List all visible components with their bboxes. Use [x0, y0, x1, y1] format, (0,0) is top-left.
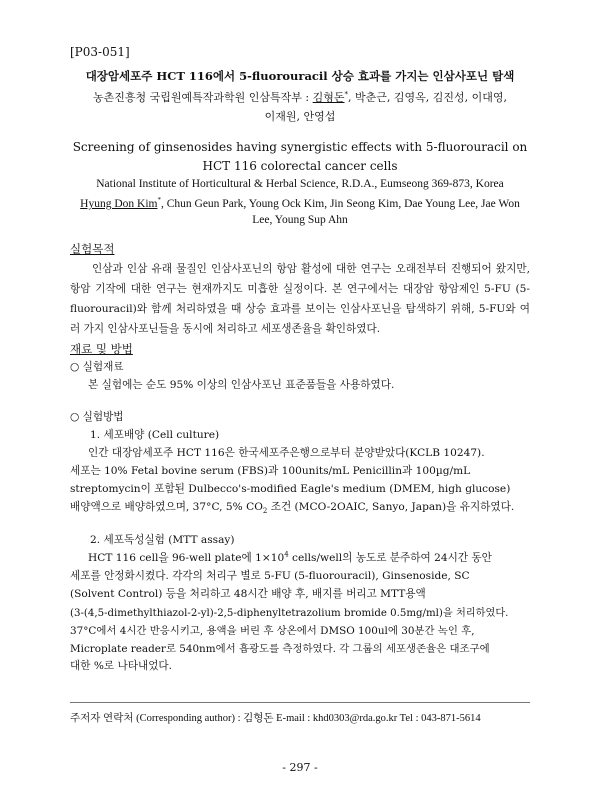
authors-english-line1 — [60, 196, 540, 210]
authors-korean-line1 — [60, 89, 540, 105]
authors-english-line2: Lee, Young Sup Ahn — [252, 214, 348, 226]
objective-heading: 실험목적 — [70, 242, 115, 256]
mtt-line1 — [88, 550, 492, 565]
coauthors-english: , Chun Geun Park, Young Ock Kim, Jin Seong Kim, Dae Young Lee, Jae Won — [160, 197, 520, 210]
corresponding-author-english: Hyung Don Kim — [80, 197, 158, 210]
cell-culture-line2: 세포는 10% Fetal bovine serum (FBS)과 100units/mL Penicillin과 100µg/mL — [70, 465, 471, 477]
methods-heading: 재료 및 방법 — [70, 342, 133, 356]
mtt-line5: 37°C에서 4시간 반응시키고, 용액을 버린 후 상온에서 DMSO 100ul에 30분간 녹인 후, — [70, 625, 475, 637]
cell-culture-line4 — [70, 499, 514, 515]
title-english-line2: HCT 116 colorectal cancer cells — [202, 159, 398, 173]
mtt-line3: (Solvent Control) 등을 처리하고 48시간 배양 후, 배지를 버리고 MTT용액 — [70, 588, 426, 600]
mtt-superscript: 4 — [284, 550, 289, 559]
authors-korean-line2: 이재원, 안영섭 — [264, 110, 336, 123]
mtt-line6: Microplate reader로 540nm에서 흡광도를 측정하였다. 각 그룹의 세포생존율은 대조구에 — [70, 643, 490, 655]
co2-subscript: 2 — [262, 507, 268, 516]
mtt-line1-a: HCT 116 cell을 96-well plate에 1×10 — [88, 552, 285, 564]
materials-heading: ○ 실험재료 — [70, 361, 124, 373]
coauthors-korean: , 박춘근, 김영옥, 김진성, 이대영, — [348, 91, 507, 104]
affiliation-korean: 농촌진흥청 국립원예특작과학원 인삼특작부 : — [93, 91, 313, 104]
mtt-line7: 대한 %로 나타내었다. — [70, 660, 173, 672]
cell-culture-line4-a: 배양액으로 배양하였으며, 37°C, 5% CO — [70, 501, 263, 513]
corresponding-contact: 주저자 연락처 (Corresponding author) : 김형돈 E-mail : khd0303@rda.go.kr Tel : 043-871-5614 — [70, 713, 481, 724]
mtt-line4: (3-(4,5-dimethylthiazol-2-yl)-2,5-diphenyltetrazolium bromide 0.5mg/ml)을 처리하였다. — [70, 608, 509, 619]
mtt-line2: 세포를 안정화시켰다. 각각의 처리구 별로 5-FU (5-fluorouracil), Ginsenoside, SC — [70, 570, 470, 582]
cell-culture-line3: streptomycin이 포함된 Dulbecco's-modified Eagle's medium (DMEM, high glucose) — [70, 483, 511, 495]
corresponding-author-korean: 김형돈 — [312, 91, 345, 104]
mtt-line1-b: cells/well의 농도로 분주하여 24시간 동안 — [288, 552, 492, 564]
methods-subheading: ○ 실험방법 — [70, 411, 124, 423]
cell-culture-heading: 1. 세포배양 (Cell culture) — [90, 429, 220, 441]
objective-text: 인삼과 인삼 유래 물질인 인삼사포닌의 항암 활성에 대한 연구는 오래전부터 진행되어 왔지만, 항암 기작에 대한 연구는 현재까지도 미흡한 실정이다. 본 연구에서는 대장암 항암제인 5-FU (5-fluorouracil)와 함께 처리하였을 때 상승 효과를 보이는 인삼사포닌을 탐색하기 위해, 5-FU와 여러 가지 인삼사포닌들을 동시에 처리하고 세포생존율을 확인하였다. — [70, 263, 530, 335]
corresponding-mark-english: * — [157, 196, 161, 204]
materials-text: 본 실험에는 순도 95% 이상의 인삼사포닌 표준품들을 사용하였다. — [88, 379, 395, 391]
footer-divider — [70, 702, 530, 703]
abstract-code: [P03-051] — [70, 45, 130, 59]
corresponding-mark: * — [344, 90, 348, 99]
title-english-line1: Screening of ginsenosides having synergistic effects with 5-fluorouracil on — [72, 140, 528, 154]
cell-culture-line4-b: 조건 (MCO-2OAIC, Sanyo, Japan)을 유지하였다. — [267, 501, 515, 513]
title-korean: 대장암세포주 HCT 116에서 5-fluorouracil 상승 효과를 가지는 인삼사포닌 탐색 — [85, 69, 515, 83]
mtt-heading: 2. 세포독성실험 (MTT assay) — [90, 534, 235, 546]
cell-culture-line1: 인간 대장암세포주 HCT 116은 한국세포주은행으로부터 분양받았다(KCLB 10247). — [88, 447, 485, 459]
page-number: - 297 - — [282, 761, 318, 774]
affiliation-english: National Institute of Horticultural & Herbal Science, R.D.A., Eumseong 369-873, Korea — [96, 178, 504, 190]
